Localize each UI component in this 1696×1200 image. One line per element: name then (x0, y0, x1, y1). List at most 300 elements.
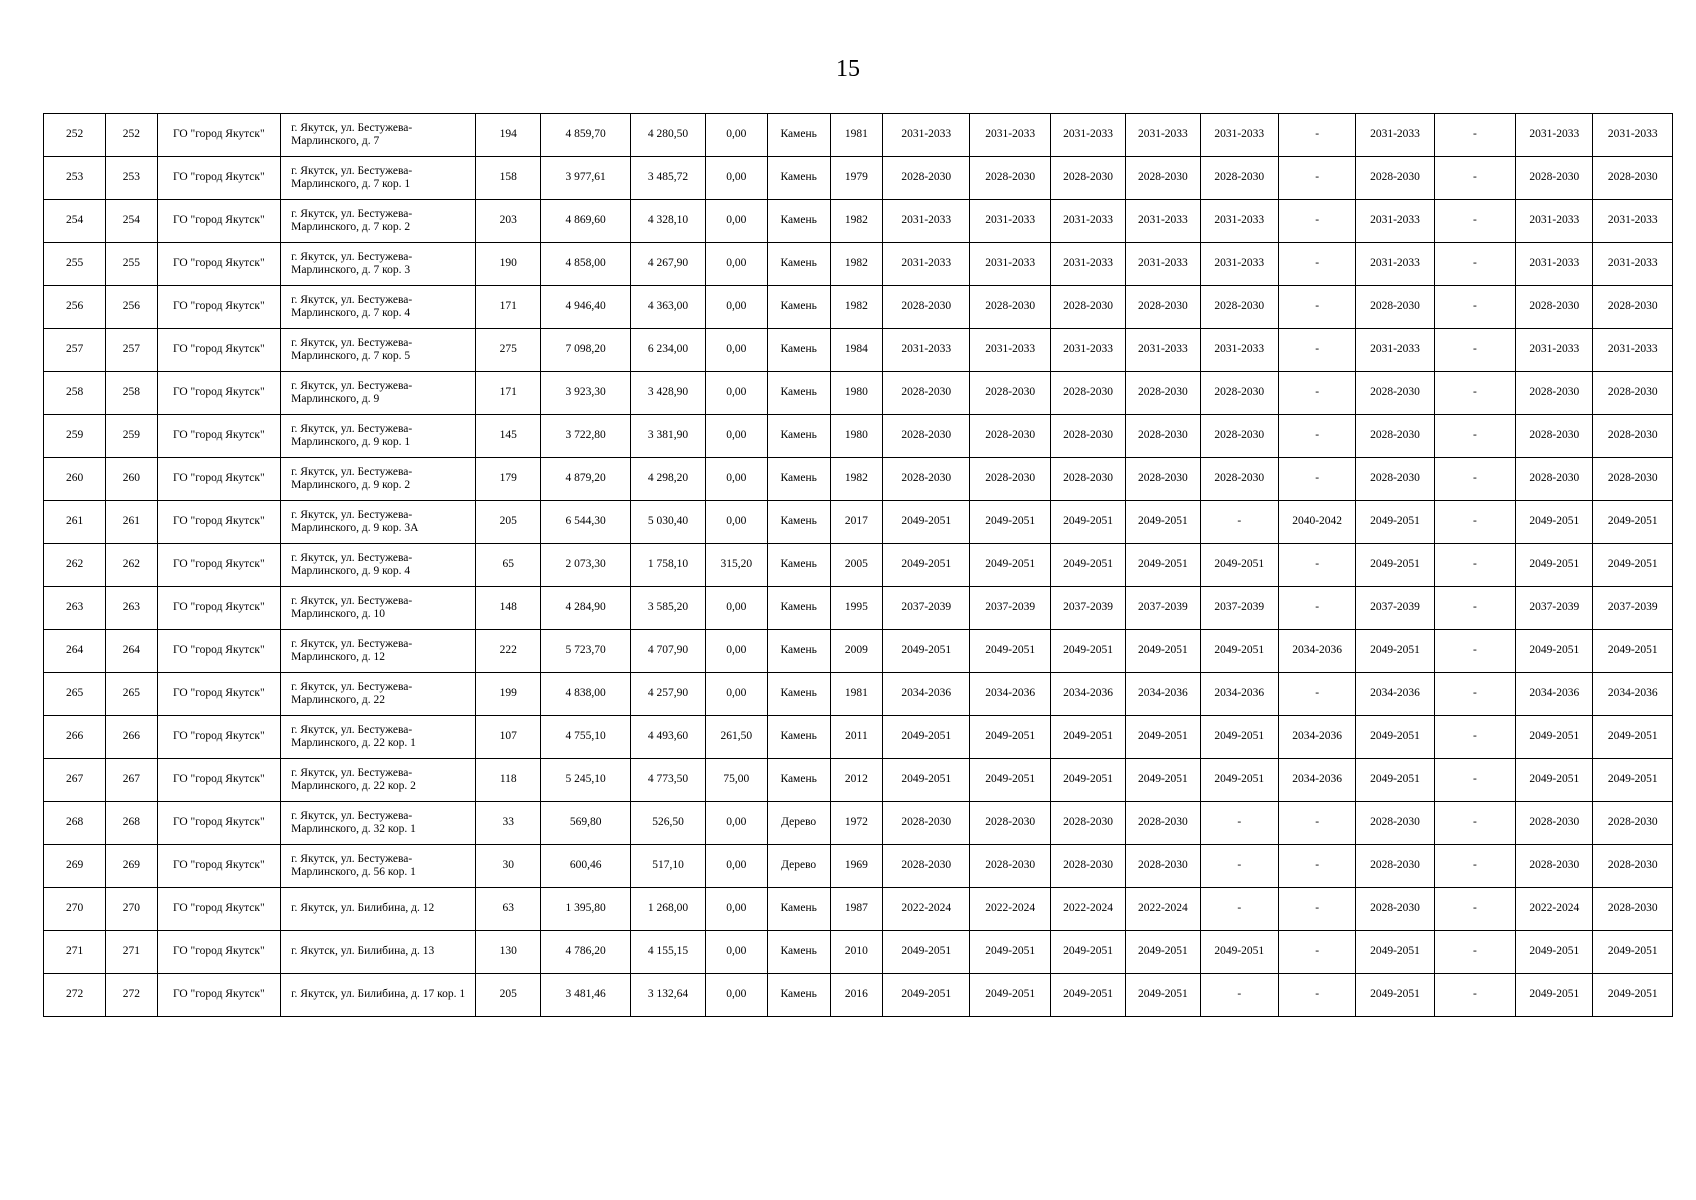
cell-p9: 2028-2030 (1516, 157, 1593, 200)
cell-residents: 145 (476, 415, 541, 458)
table-row (44, 286, 1673, 329)
cell-p6: - (1278, 415, 1355, 458)
cell-n1: 272 (44, 974, 106, 1017)
cell-p5: - (1200, 888, 1278, 931)
cell-p2: 2034-2036 (970, 673, 1050, 716)
cell-p7: 2049-2051 (1356, 759, 1434, 802)
table-row (44, 157, 1673, 200)
housing-registry-table (43, 113, 1673, 1017)
cell-material: Камень (767, 544, 830, 587)
table-row (44, 759, 1673, 802)
cell-p10: 2049-2051 (1593, 759, 1673, 802)
cell-p4: 2049-2051 (1126, 630, 1200, 673)
cell-area-nonres: 315,20 (706, 544, 767, 587)
cell-p8: - (1434, 759, 1515, 802)
cell-p9: 2031-2033 (1516, 329, 1593, 372)
cell-year: 1982 (830, 243, 882, 286)
cell-material: Камень (767, 157, 830, 200)
cell-p6: - (1278, 458, 1355, 501)
cell-p5: - (1200, 845, 1278, 888)
cell-area-total: 5 245,10 (541, 759, 630, 802)
cell-owner: ГО "город Якутск" (157, 673, 281, 716)
cell-residents: 275 (476, 329, 541, 372)
cell-material: Камень (767, 114, 830, 157)
cell-area-nonres: 0,00 (706, 372, 767, 415)
cell-p1: 2031-2033 (883, 243, 970, 286)
cell-p3: 2049-2051 (1050, 931, 1125, 974)
cell-p5: 2028-2030 (1200, 286, 1278, 329)
cell-year: 2010 (830, 931, 882, 974)
cell-p4: 2034-2036 (1126, 673, 1200, 716)
cell-p9: 2028-2030 (1516, 802, 1593, 845)
cell-p1: 2034-2036 (883, 673, 970, 716)
cell-area-living: 4 328,10 (630, 200, 705, 243)
cell-year: 1984 (830, 329, 882, 372)
cell-p8: - (1434, 200, 1515, 243)
cell-area-living: 4 493,60 (630, 716, 705, 759)
cell-address: г. Якутск, ул. Бестужева-Марлинского, д. 9 кор. 2 (281, 458, 476, 501)
table-row (44, 372, 1673, 415)
cell-material: Камень (767, 415, 830, 458)
cell-n1: 259 (44, 415, 106, 458)
cell-area-nonres: 0,00 (706, 974, 767, 1017)
cell-p10: 2049-2051 (1593, 501, 1673, 544)
cell-p9: 2022-2024 (1516, 888, 1593, 931)
cell-area-total: 1 395,80 (541, 888, 630, 931)
cell-p1: 2031-2033 (883, 114, 970, 157)
cell-p5: 2049-2051 (1200, 544, 1278, 587)
cell-p9: 2049-2051 (1516, 974, 1593, 1017)
cell-address: г. Якутск, ул. Бестужева-Марлинского, д. 7 кор. 1 (281, 157, 476, 200)
cell-n1: 269 (44, 845, 106, 888)
cell-p1: 2028-2030 (883, 845, 970, 888)
cell-material: Камень (767, 888, 830, 931)
cell-area-nonres: 75,00 (706, 759, 767, 802)
cell-area-living: 4 257,90 (630, 673, 705, 716)
cell-p2: 2049-2051 (970, 974, 1050, 1017)
cell-n1: 253 (44, 157, 106, 200)
cell-p10: 2028-2030 (1593, 845, 1673, 888)
cell-material: Камень (767, 200, 830, 243)
cell-p5: 2028-2030 (1200, 157, 1278, 200)
cell-year: 1980 (830, 415, 882, 458)
cell-area-total: 600,46 (541, 845, 630, 888)
cell-p5: 2037-2039 (1200, 587, 1278, 630)
table-row (44, 458, 1673, 501)
cell-residents: 205 (476, 974, 541, 1017)
cell-area-nonres: 0,00 (706, 673, 767, 716)
cell-area-living: 526,50 (630, 802, 705, 845)
cell-owner: ГО "город Якутск" (157, 114, 281, 157)
cell-p4: 2028-2030 (1126, 372, 1200, 415)
cell-material: Камень (767, 329, 830, 372)
cell-p4: 2031-2033 (1126, 243, 1200, 286)
cell-n2: 260 (106, 458, 157, 501)
cell-p10: 2028-2030 (1593, 415, 1673, 458)
cell-year: 1982 (830, 200, 882, 243)
cell-p6: - (1278, 888, 1355, 931)
cell-p8: - (1434, 157, 1515, 200)
cell-p3: 2049-2051 (1050, 544, 1125, 587)
cell-material: Камень (767, 673, 830, 716)
cell-year: 2005 (830, 544, 882, 587)
cell-owner: ГО "город Якутск" (157, 329, 281, 372)
cell-address: г. Якутск, ул. Билибина, д. 12 (281, 888, 476, 931)
cell-year: 2009 (830, 630, 882, 673)
cell-area-living: 4 155,15 (630, 931, 705, 974)
cell-p7: 2049-2051 (1356, 501, 1434, 544)
cell-material: Дерево (767, 802, 830, 845)
cell-area-nonres: 0,00 (706, 931, 767, 974)
cell-p3: 2028-2030 (1050, 372, 1125, 415)
cell-address: г. Якутск, ул. Бестужева-Марлинского, д. 7 кор. 4 (281, 286, 476, 329)
cell-area-nonres: 0,00 (706, 415, 767, 458)
cell-owner: ГО "город Якутск" (157, 888, 281, 931)
cell-p3: 2037-2039 (1050, 587, 1125, 630)
cell-p8: - (1434, 415, 1515, 458)
cell-p8: - (1434, 243, 1515, 286)
cell-p9: 2049-2051 (1516, 630, 1593, 673)
cell-p9: 2034-2036 (1516, 673, 1593, 716)
cell-p10: 2049-2051 (1593, 974, 1673, 1017)
cell-p4: 2028-2030 (1126, 845, 1200, 888)
cell-p10: 2031-2033 (1593, 114, 1673, 157)
cell-area-nonres: 0,00 (706, 329, 767, 372)
cell-area-total: 4 946,40 (541, 286, 630, 329)
cell-owner: ГО "город Якутск" (157, 802, 281, 845)
table-row (44, 673, 1673, 716)
cell-owner: ГО "город Якутск" (157, 372, 281, 415)
cell-p3: 2028-2030 (1050, 415, 1125, 458)
cell-area-living: 3 585,20 (630, 587, 705, 630)
cell-p9: 2028-2030 (1516, 458, 1593, 501)
cell-owner: ГО "город Якутск" (157, 286, 281, 329)
cell-p1: 2049-2051 (883, 544, 970, 587)
cell-n1: 252 (44, 114, 106, 157)
cell-p10: 2037-2039 (1593, 587, 1673, 630)
cell-area-living: 1 268,00 (630, 888, 705, 931)
cell-p7: 2049-2051 (1356, 630, 1434, 673)
cell-n2: 257 (106, 329, 157, 372)
cell-p3: 2049-2051 (1050, 501, 1125, 544)
cell-address: г. Якутск, ул. Бестужева-Марлинского, д. 22 кор. 2 (281, 759, 476, 802)
cell-owner: ГО "город Якутск" (157, 716, 281, 759)
cell-p4: 2049-2051 (1126, 974, 1200, 1017)
cell-owner: ГО "город Якутск" (157, 458, 281, 501)
cell-owner: ГО "город Якутск" (157, 544, 281, 587)
cell-p6: - (1278, 802, 1355, 845)
cell-p7: 2037-2039 (1356, 587, 1434, 630)
cell-owner: ГО "город Якутск" (157, 630, 281, 673)
cell-p1: 2031-2033 (883, 200, 970, 243)
cell-p7: 2049-2051 (1356, 544, 1434, 587)
cell-p4: 2049-2051 (1126, 716, 1200, 759)
cell-p2: 2028-2030 (970, 415, 1050, 458)
cell-p1: 2028-2030 (883, 802, 970, 845)
cell-p6: 2034-2036 (1278, 716, 1355, 759)
cell-p5: 2034-2036 (1200, 673, 1278, 716)
cell-p5: 2049-2051 (1200, 716, 1278, 759)
cell-p4: 2049-2051 (1126, 544, 1200, 587)
cell-p7: 2028-2030 (1356, 845, 1434, 888)
cell-area-total: 2 073,30 (541, 544, 630, 587)
cell-n1: 267 (44, 759, 106, 802)
cell-p8: - (1434, 544, 1515, 587)
cell-p10: 2034-2036 (1593, 673, 1673, 716)
cell-n2: 261 (106, 501, 157, 544)
cell-p9: 2037-2039 (1516, 587, 1593, 630)
cell-address: г. Якутск, ул. Билибина, д. 13 (281, 931, 476, 974)
cell-area-total: 4 869,60 (541, 200, 630, 243)
cell-p6: - (1278, 544, 1355, 587)
cell-p6: - (1278, 931, 1355, 974)
cell-p4: 2037-2039 (1126, 587, 1200, 630)
cell-residents: 65 (476, 544, 541, 587)
cell-p7: 2028-2030 (1356, 157, 1434, 200)
cell-n2: 266 (106, 716, 157, 759)
cell-p5: - (1200, 802, 1278, 845)
cell-residents: 199 (476, 673, 541, 716)
cell-year: 2012 (830, 759, 882, 802)
cell-material: Камень (767, 931, 830, 974)
cell-p4: 2028-2030 (1126, 286, 1200, 329)
cell-p1: 2049-2051 (883, 630, 970, 673)
cell-area-total: 3 923,30 (541, 372, 630, 415)
cell-area-total: 4 786,20 (541, 931, 630, 974)
cell-p3: 2049-2051 (1050, 974, 1125, 1017)
cell-p7: 2049-2051 (1356, 974, 1434, 1017)
cell-residents: 158 (476, 157, 541, 200)
cell-p10: 2028-2030 (1593, 372, 1673, 415)
cell-p8: - (1434, 114, 1515, 157)
cell-p7: 2028-2030 (1356, 415, 1434, 458)
cell-year: 2011 (830, 716, 882, 759)
cell-area-living: 4 707,90 (630, 630, 705, 673)
cell-p10: 2028-2030 (1593, 802, 1673, 845)
cell-residents: 205 (476, 501, 541, 544)
table-row (44, 716, 1673, 759)
cell-p3: 2028-2030 (1050, 845, 1125, 888)
cell-area-living: 4 773,50 (630, 759, 705, 802)
cell-p3: 2031-2033 (1050, 114, 1125, 157)
cell-p5: 2031-2033 (1200, 200, 1278, 243)
cell-p4: 2031-2033 (1126, 200, 1200, 243)
cell-p10: 2049-2051 (1593, 931, 1673, 974)
cell-area-nonres: 0,00 (706, 501, 767, 544)
cell-p3: 2028-2030 (1050, 458, 1125, 501)
cell-p8: - (1434, 931, 1515, 974)
cell-n2: 263 (106, 587, 157, 630)
cell-p10: 2031-2033 (1593, 243, 1673, 286)
cell-p5: - (1200, 974, 1278, 1017)
cell-p1: 2028-2030 (883, 286, 970, 329)
cell-residents: 107 (476, 716, 541, 759)
cell-p4: 2028-2030 (1126, 802, 1200, 845)
cell-n1: 254 (44, 200, 106, 243)
cell-p3: 2049-2051 (1050, 630, 1125, 673)
cell-material: Камень (767, 243, 830, 286)
cell-n2: 258 (106, 372, 157, 415)
cell-residents: 33 (476, 802, 541, 845)
cell-p3: 2028-2030 (1050, 802, 1125, 845)
cell-p5: - (1200, 501, 1278, 544)
cell-n1: 264 (44, 630, 106, 673)
cell-p7: 2028-2030 (1356, 888, 1434, 931)
cell-p3: 2031-2033 (1050, 200, 1125, 243)
cell-area-total: 4 284,90 (541, 587, 630, 630)
cell-n2: 252 (106, 114, 157, 157)
cell-p6: - (1278, 329, 1355, 372)
table-row (44, 243, 1673, 286)
cell-owner: ГО "город Якутск" (157, 501, 281, 544)
cell-n2: 265 (106, 673, 157, 716)
cell-p5: 2031-2033 (1200, 329, 1278, 372)
cell-area-total: 7 098,20 (541, 329, 630, 372)
cell-p3: 2028-2030 (1050, 157, 1125, 200)
cell-year: 1982 (830, 286, 882, 329)
cell-n1: 266 (44, 716, 106, 759)
cell-p8: - (1434, 458, 1515, 501)
cell-area-total: 5 723,70 (541, 630, 630, 673)
cell-p10: 2028-2030 (1593, 458, 1673, 501)
cell-n1: 257 (44, 329, 106, 372)
cell-n1: 261 (44, 501, 106, 544)
cell-address: г. Якутск, ул. Бестужева-Марлинского, д. 32 кор. 1 (281, 802, 476, 845)
cell-residents: 63 (476, 888, 541, 931)
cell-area-nonres: 0,00 (706, 458, 767, 501)
cell-p2: 2049-2051 (970, 759, 1050, 802)
cell-p2: 2028-2030 (970, 458, 1050, 501)
table-row (44, 845, 1673, 888)
cell-n1: 270 (44, 888, 106, 931)
cell-p8: - (1434, 802, 1515, 845)
cell-p9: 2028-2030 (1516, 286, 1593, 329)
cell-p9: 2031-2033 (1516, 200, 1593, 243)
cell-area-nonres: 0,00 (706, 802, 767, 845)
cell-p5: 2049-2051 (1200, 931, 1278, 974)
cell-p7: 2028-2030 (1356, 802, 1434, 845)
cell-address: г. Якутск, ул. Бестужева-Марлинского, д. 56 кор. 1 (281, 845, 476, 888)
cell-area-living: 4 298,20 (630, 458, 705, 501)
cell-p6: - (1278, 974, 1355, 1017)
cell-p4: 2031-2033 (1126, 329, 1200, 372)
table-row (44, 587, 1673, 630)
cell-area-living: 517,10 (630, 845, 705, 888)
cell-p8: - (1434, 329, 1515, 372)
cell-p10: 2028-2030 (1593, 286, 1673, 329)
cell-n2: 253 (106, 157, 157, 200)
cell-n2: 268 (106, 802, 157, 845)
cell-p5: 2028-2030 (1200, 458, 1278, 501)
cell-p2: 2031-2033 (970, 114, 1050, 157)
cell-n2: 270 (106, 888, 157, 931)
cell-p1: 2028-2030 (883, 458, 970, 501)
cell-n2: 256 (106, 286, 157, 329)
cell-area-total: 4 838,00 (541, 673, 630, 716)
table-row (44, 974, 1673, 1017)
cell-year: 2017 (830, 501, 882, 544)
cell-p6: 2040-2042 (1278, 501, 1355, 544)
cell-p5: 2031-2033 (1200, 243, 1278, 286)
cell-address: г. Якутск, ул. Билибина, д. 17 кор. 1 (281, 974, 476, 1017)
cell-p10: 2049-2051 (1593, 716, 1673, 759)
cell-address: г. Якутск, ул. Бестужева-Марлинского, д. 7 кор. 5 (281, 329, 476, 372)
cell-area-nonres: 0,00 (706, 200, 767, 243)
cell-area-total: 6 544,30 (541, 501, 630, 544)
cell-p5: 2028-2030 (1200, 372, 1278, 415)
cell-n2: 269 (106, 845, 157, 888)
cell-area-living: 4 363,00 (630, 286, 705, 329)
cell-area-living: 4 280,50 (630, 114, 705, 157)
cell-year: 1980 (830, 372, 882, 415)
cell-p6: - (1278, 157, 1355, 200)
cell-address: г. Якутск, ул. Бестужева-Марлинского, д. 7 кор. 3 (281, 243, 476, 286)
cell-n1: 260 (44, 458, 106, 501)
cell-p2: 2037-2039 (970, 587, 1050, 630)
cell-year: 1969 (830, 845, 882, 888)
cell-address: г. Якутск, ул. Бестужева-Марлинского, д. 9 кор. 3А (281, 501, 476, 544)
cell-n1: 271 (44, 931, 106, 974)
cell-n1: 268 (44, 802, 106, 845)
cell-p4: 2022-2024 (1126, 888, 1200, 931)
cell-material: Камень (767, 372, 830, 415)
cell-p9: 2049-2051 (1516, 759, 1593, 802)
cell-area-nonres: 0,00 (706, 630, 767, 673)
cell-p10: 2049-2051 (1593, 544, 1673, 587)
cell-area-nonres: 0,00 (706, 114, 767, 157)
table-row (44, 544, 1673, 587)
cell-p2: 2031-2033 (970, 243, 1050, 286)
cell-address: г. Якутск, ул. Бестужева-Марлинского, д. 22 кор. 1 (281, 716, 476, 759)
cell-p7: 2031-2033 (1356, 243, 1434, 286)
cell-owner: ГО "город Якутск" (157, 157, 281, 200)
cell-p1: 2037-2039 (883, 587, 970, 630)
cell-p2: 2049-2051 (970, 630, 1050, 673)
cell-p2: 2031-2033 (970, 200, 1050, 243)
cell-n2: 267 (106, 759, 157, 802)
cell-p6: - (1278, 845, 1355, 888)
cell-year: 1981 (830, 114, 882, 157)
cell-p9: 2028-2030 (1516, 415, 1593, 458)
cell-residents: 148 (476, 587, 541, 630)
cell-p1: 2028-2030 (883, 372, 970, 415)
cell-n1: 263 (44, 587, 106, 630)
cell-p1: 2049-2051 (883, 716, 970, 759)
cell-area-living: 3 381,90 (630, 415, 705, 458)
cell-p8: - (1434, 286, 1515, 329)
table-row (44, 888, 1673, 931)
cell-p6: - (1278, 673, 1355, 716)
cell-p1: 2031-2033 (883, 329, 970, 372)
cell-area-total: 4 755,10 (541, 716, 630, 759)
cell-p1: 2049-2051 (883, 501, 970, 544)
cell-p9: 2049-2051 (1516, 931, 1593, 974)
cell-p3: 2031-2033 (1050, 329, 1125, 372)
cell-p2: 2049-2051 (970, 716, 1050, 759)
cell-area-total: 4 879,20 (541, 458, 630, 501)
cell-residents: 190 (476, 243, 541, 286)
cell-address: г. Якутск, ул. Бестужева-Марлинского, д. 9 кор. 1 (281, 415, 476, 458)
cell-area-total: 569,80 (541, 802, 630, 845)
cell-material: Камень (767, 759, 830, 802)
cell-p6: - (1278, 286, 1355, 329)
cell-area-total: 4 859,70 (541, 114, 630, 157)
cell-p9: 2049-2051 (1516, 544, 1593, 587)
cell-n1: 265 (44, 673, 106, 716)
cell-p3: 2022-2024 (1050, 888, 1125, 931)
cell-p1: 2049-2051 (883, 759, 970, 802)
cell-address: г. Якутск, ул. Бестужева-Марлинского, д. 9 (281, 372, 476, 415)
